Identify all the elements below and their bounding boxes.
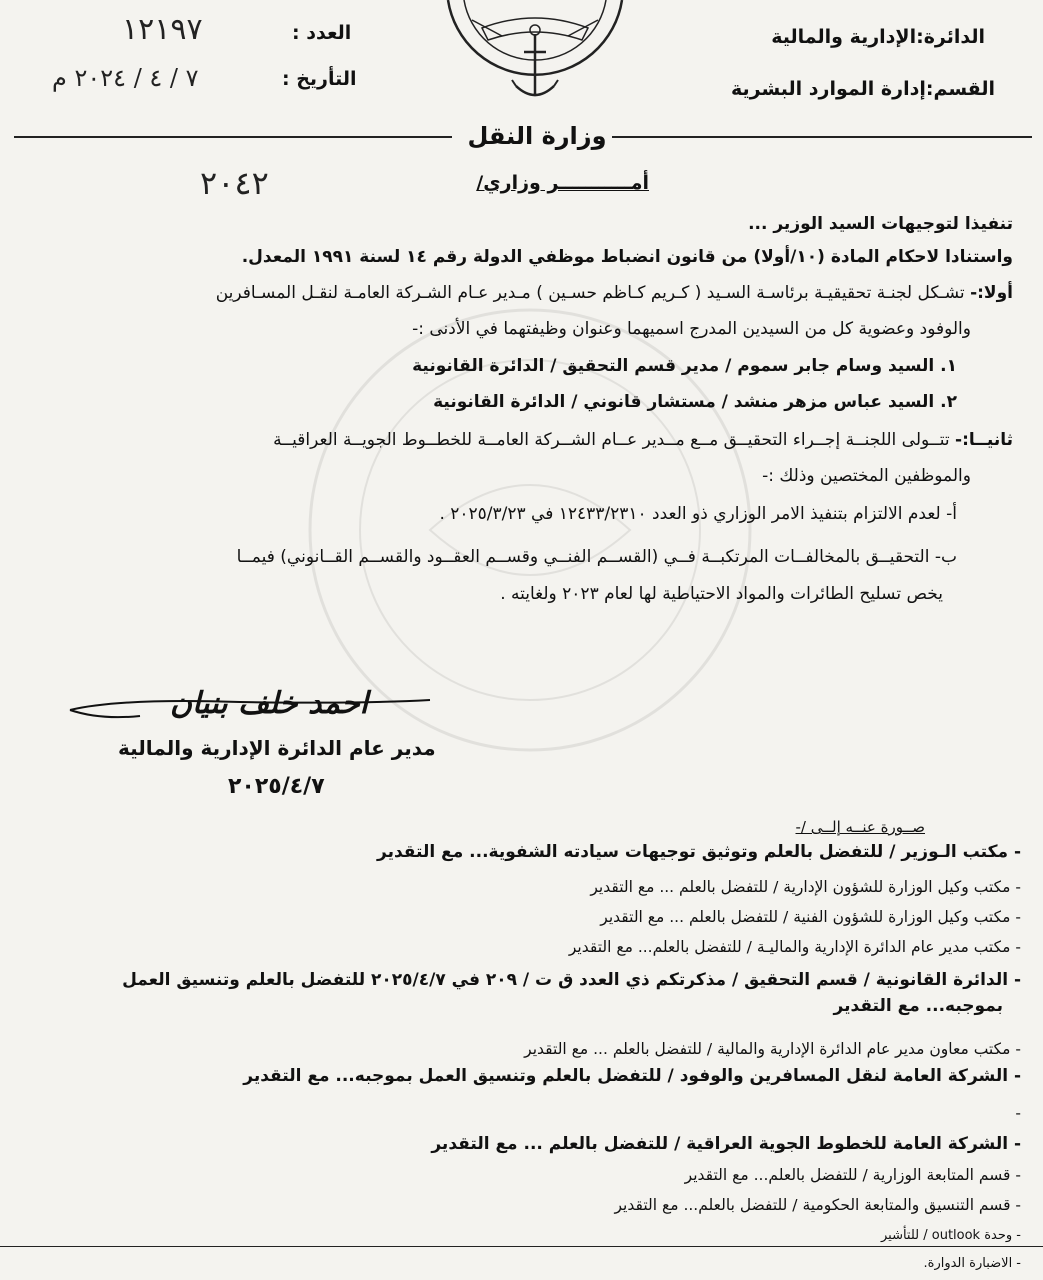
cc-item: - الشركة العامة لنقل المسافرين والوفود / للتفضل بالعلم وتنسيق العمل بموجبه... مع التقدير <box>243 1066 1021 1086</box>
cc-item: - <box>1015 1104 1021 1122</box>
cc-item: - مكتب الـوزير / للتفضل بالعلم وتوثيق توجيهات سيادته الشفوية... مع التقدير <box>377 842 1021 862</box>
order-number: ٢٠٤٢ <box>200 164 269 202</box>
ministry-emblem-icon <box>442 0 628 120</box>
cc-item: - الاضبارة الدوارة. <box>923 1256 1021 1271</box>
department-label: الدائرة:الإدارية والمالية <box>771 26 985 48</box>
member-2: ٢. السيد عباس مزهر منشد / مستشار قانوني / الدائرة القانونية <box>433 392 957 412</box>
cc-item: - قسم المتابعة الوزارية / للتفضل بالعلم... مع التقدير <box>684 1166 1021 1184</box>
signature-date: ٢٠٢٥/٤/٧ <box>228 774 325 799</box>
second-clause-label: ثانيــا:- <box>955 430 1013 450</box>
legal-basis-line: واستنادا لاحكام المادة (١٠/أولا) من قانون انضباط موظفي الدولة رقم ١٤ لسنة ١٩٩١ المعدل. <box>241 247 1013 267</box>
signatory-name: احمد خلف بنيان <box>170 686 369 721</box>
number-label: العدد : <box>292 22 352 44</box>
cc-item: - مكتب معاون مدير عام الدائرة الإدارية والمالية / للتفضل بالعلم ... مع التقدير <box>524 1040 1021 1058</box>
second-clause-text: تتــولى اللجنــة إجــراء التحقيــق مــع مــدير عــام الشــركة العامــة للخطــوط الجويــة العراقيــة <box>273 430 950 450</box>
date-value: ٧ / ٤ / ٢٠٢٤ م <box>52 64 199 92</box>
signatory-title: مدير عام الدائرة الإدارية والمالية <box>118 736 436 760</box>
cc-item: - وحدة outlook / للتأشير <box>880 1228 1021 1243</box>
footer-rule <box>0 1246 1043 1247</box>
cc-item: - مكتب وكيل الوزارة للشؤون الفنية / للتفضل بالعلم ... مع التقدير <box>600 908 1021 926</box>
item-b: ب- التحقيــق بالمخالفــات المرتكبــة فــي (القســم الفنــي وقســم العقــود والقســم القــانوني) فيمــا <box>236 547 957 567</box>
item-a: أ- لعدم الالتزام بتنفيذ الامر الوزاري ذو العدد ١٢٤٣٣/٢٣١٠ في ٢٠٢٥/٣/٢٣ . <box>439 504 957 524</box>
cc-item: - مكتب مدير عام الدائرة الإدارية والماليـة / للتفضل بالعلم... مع التقدير <box>568 938 1021 956</box>
header-rule-right <box>612 136 1032 138</box>
cc-item: بموجبه... مع التقدير <box>833 996 1003 1016</box>
item-b-cont: يخص تسليح الطائرات والمواد الاحتياطية لها لعام ٢٠٢٣ ولغايته . <box>500 584 943 604</box>
header-rule-left <box>14 136 452 138</box>
cc-item: - قسم التنسيق والمتابعة الحكومية / للتفضل بالعلم... مع التقدير <box>614 1196 1021 1214</box>
cc-item: - الدائرة القانونية / قسم التحقيق / مذكرتكم ذي العدد ق ت / ٢٠٩ في ٢٠٢٥/٤/٧ للتفضل بالعلم وتنسيق العمل <box>122 970 1021 990</box>
first-clause-text: تشـكل لجنـة تحقيقيـة برئاسـة السـيد ( كـريم كـاظم حسـين ) مـدير عـام الشـركة العامـة لنقـل المسـافرين <box>215 283 965 303</box>
date-label: التأريخ : <box>282 68 357 90</box>
second-clause-cont: والموظفين المختصين وذلك :- <box>762 466 971 486</box>
cc-item: - الشركة العامة للخطوط الجوية العراقية / للتفضل بالعلم ... مع التقدير <box>431 1134 1021 1154</box>
directive-line: تنفيذا لتوجيهات السيد الوزير ... <box>748 214 1013 234</box>
ministry-name: وزارة النقل <box>467 122 607 150</box>
second-clause <box>20 430 1013 450</box>
cc-item: - مكتب وكيل الوزارة للشؤون الإدارية / للتفضل بالعلم ... مع التقدير <box>590 878 1021 896</box>
first-clause <box>20 283 1013 303</box>
first-clause-label: أولا:- <box>970 283 1013 303</box>
first-clause-cont: والوفود وعضوية كل من السيدين المدرج اسميهما وعنوان وظيفتهما في الأدنى :- <box>412 319 971 339</box>
member-1: ١. السيد وسام جابر سموم / مدير قسم التحقيق / الدائرة القانونية <box>412 356 957 376</box>
order-title: أمـــــــــــر وزاري/ <box>476 172 649 194</box>
number-value: ١٢١٩٧ <box>122 12 203 47</box>
section-label: القسم:إدارة الموارد البشرية <box>730 78 995 100</box>
distribution-heading: صــورة عنــه إلــى /- <box>795 818 925 836</box>
